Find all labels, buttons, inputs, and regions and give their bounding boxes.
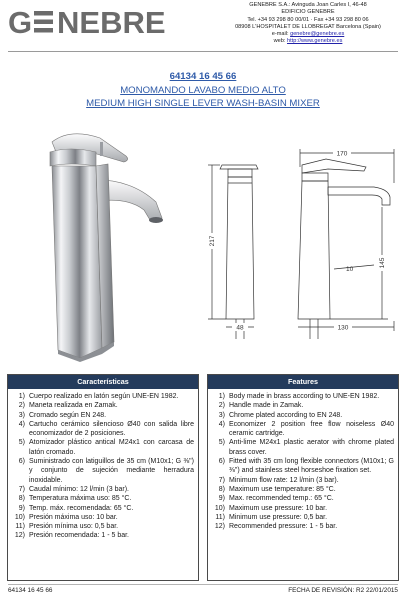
- footer-revision: FECHA DE REVISIÓN: R2 22/01/2015: [288, 587, 398, 594]
- spec-heading-en: Features: [208, 375, 398, 389]
- spec-heading-es: Características: [8, 375, 198, 389]
- product-name-en: MEDIUM HIGH SINGLE LEVER WASH-BASIN MIXER: [86, 98, 320, 109]
- spec-item-number: 9): [18, 504, 25, 512]
- spec-item: [12, 411, 194, 420]
- spec-item-text: Chrome plated according to EN 248.: [229, 411, 343, 419]
- spec-item-number: 11): [215, 513, 225, 521]
- footer-code: 64134 16 45 66: [8, 587, 53, 594]
- spec-item: [212, 476, 394, 485]
- spec-item-number: 9): [218, 495, 225, 503]
- spec-item: [12, 522, 194, 531]
- faucet-photo: [30, 122, 190, 362]
- spec-item-text: Cuerpo realizado en latón según UNE-EN 1982.: [29, 393, 179, 400]
- spec-item-number: 12): [214, 523, 225, 531]
- logo-e-bar-bottom: [34, 28, 53, 33]
- email-link[interactable]: genebre@genebre.es: [290, 31, 345, 38]
- spec-item-text: Cartucho cerámico silencioso Ø40 con salida libre economizador de 2 posiciones.: [29, 420, 194, 438]
- spec-item-number: 6): [218, 458, 225, 466]
- side-body: [298, 181, 330, 319]
- dim-label-spout-height: 145: [379, 257, 386, 269]
- genebre-logo: [8, 2, 208, 42]
- spec-item-text: Temperatura máxima uso: 85 °C.: [29, 495, 132, 503]
- company-line: EDIFICIO GENEBRE: [281, 9, 335, 16]
- spec-item: [12, 494, 194, 503]
- dim-label-width: 170: [336, 150, 348, 158]
- spec-item-text: Body made in brass according to UNE-EN 1982.: [229, 393, 380, 400]
- logo-letters: NEBRE: [57, 5, 166, 40]
- spec-item-text: Cromado según EN 248.: [29, 411, 107, 419]
- spec-list-es: [8, 389, 198, 541]
- spec-item: [12, 401, 194, 410]
- spec-item-text: Economizer 2 position free flow noiseless Ø40 ceramic cartridge.: [229, 420, 394, 438]
- spec-item-text: Caudal mínimo: 12 l/min (3 bar).: [29, 485, 129, 493]
- dim-label-height: 217: [209, 235, 216, 247]
- spec-item-number: 5): [218, 439, 225, 447]
- spec-item-number: 7): [18, 485, 25, 493]
- spec-item: [212, 485, 394, 494]
- product-name-es: MONOMANDO LAVABO MEDIO ALTO: [120, 84, 286, 96]
- spec-item-number: 2): [18, 402, 25, 410]
- spec-item-number: 8): [18, 495, 25, 503]
- web-link[interactable]: http://www.genebre.es: [287, 38, 343, 45]
- spec-item: [212, 457, 394, 476]
- popup-rod: [100, 142, 103, 156]
- spec-table-es: [7, 374, 199, 581]
- spec-item: [212, 513, 394, 522]
- spec-item: [12, 485, 194, 494]
- spec-item-text: Max. recommended temp.: 65 °C.: [229, 495, 334, 503]
- spec-item: [212, 504, 394, 513]
- dim-label-reach: 10: [346, 266, 354, 273]
- spec-item: [12, 504, 194, 513]
- spec-item-text: Suministrado con latiguillos de 35 cm (M10x1; G ⅜") y conjunto de sujeción mediante herradura inoxidable.: [29, 458, 194, 484]
- logo-letter-g: G: [8, 5, 33, 40]
- company-email-row: [212, 31, 404, 38]
- spec-item-text: Maneta realizada en Zamak.: [29, 402, 118, 410]
- spec-item-text: Maximum use temperature: 85 °C.: [229, 485, 336, 493]
- company-line: Tel. +34 93 298 80 00/01 · Fax +34 93 298 80 06: [247, 16, 369, 23]
- product-code: 64134 16 45 66: [169, 71, 237, 82]
- front-body: [226, 177, 254, 319]
- side-spout: [328, 187, 390, 205]
- spec-item-text: Recommended pressure: 1 - 5 bar.: [229, 523, 338, 531]
- spec-item-number: 10): [214, 504, 225, 512]
- spec-item-number: 5): [18, 439, 25, 447]
- logo-e-bar-mid: [34, 20, 53, 25]
- spec-item: [12, 438, 194, 457]
- spec-item-number: 4): [18, 420, 25, 428]
- spec-item-number: 10): [14, 513, 25, 521]
- spec-item-number: 3): [218, 411, 225, 419]
- spec-item: [212, 494, 394, 503]
- cartridge-cap: [50, 149, 96, 166]
- spec-item: [212, 522, 394, 531]
- spec-item-text: Maximum use pressure: 10 bar.: [229, 504, 328, 512]
- spec-item-text: Minimum flow rate: 12 l/min (3 bar).: [229, 476, 339, 484]
- spec-item: [12, 392, 194, 401]
- product-titles: [0, 70, 406, 111]
- spec-item-number: 7): [218, 476, 225, 484]
- spec-item-text: Atomizador plástico antical M24x1 con carcasa de latón cromado.: [29, 439, 194, 456]
- side-cap: [302, 173, 328, 181]
- spec-list-en: [208, 389, 398, 531]
- spec-item-text: Minimum use pressure: 0,5 bar.: [229, 513, 328, 521]
- spec-item: [212, 438, 394, 457]
- spec-item: [212, 420, 394, 439]
- spec-item-text: Temp. máx. recomendada: 65 °C.: [29, 504, 134, 512]
- spec-item: [212, 411, 394, 420]
- spec-item-number: 4): [218, 420, 225, 428]
- aerator: [149, 217, 163, 223]
- spec-item: [12, 420, 194, 439]
- spec-item-number: 8): [218, 485, 225, 493]
- spec-item: [12, 457, 194, 485]
- spec-item: [212, 392, 394, 401]
- technical-drawing: [198, 143, 406, 343]
- dim-label-base-depth: 130: [337, 324, 349, 332]
- logo-e-bar-top: [34, 11, 53, 16]
- spec-item-number: 1): [18, 393, 25, 400]
- side-lever: [302, 159, 366, 173]
- spec-item-number: 11): [15, 523, 25, 531]
- company-line: 08908 L'HOSPITALET DE LLOBREGAT Barcelona (Spain): [235, 23, 381, 30]
- company-address: [212, 2, 404, 46]
- spec-item-text: Anti-lime M24x1 plastic aerator with chrome plated brass cover.: [229, 439, 394, 456]
- spec-item-text: Presión mínima uso: 0,5 bar.: [29, 523, 119, 531]
- footer-divider: [8, 584, 398, 585]
- header-divider: [8, 51, 398, 52]
- dim-line-reach: [334, 265, 374, 269]
- faucet-body: [52, 166, 102, 358]
- front-lever: [220, 165, 258, 169]
- spec-item: [12, 513, 194, 522]
- spec-item-text: Handle made in Zamak.: [229, 402, 304, 410]
- email-label: e-mail:: [271, 31, 289, 38]
- front-cap: [228, 169, 252, 177]
- spec-item-text: Presión recomendada: 1 - 5 bar.: [29, 532, 130, 540]
- spec-item-number: 6): [18, 458, 25, 466]
- spec-item-number: 1): [218, 393, 225, 400]
- spec-table-en: [207, 374, 399, 581]
- company-line: GENEBRE S.A.: Avinguda Joan Carles I, 46-48: [249, 2, 367, 8]
- dim-label-base-width: 48: [236, 324, 244, 332]
- spec-item: [12, 531, 194, 540]
- spec-item: [212, 401, 394, 410]
- web-label: web:: [273, 38, 286, 45]
- spec-item-number: 2): [218, 402, 225, 410]
- spec-item-text: Presión máxima uso: 10 bar.: [29, 513, 118, 521]
- company-web-row: [212, 38, 404, 45]
- spec-item-number: 12): [14, 532, 25, 540]
- spec-item-number: 3): [18, 411, 25, 419]
- spec-item-text: Fitted with 35 cm long flexible connectors (M10x1; G ⅜") and stainless steel horseshoe fixation set.: [229, 458, 394, 475]
